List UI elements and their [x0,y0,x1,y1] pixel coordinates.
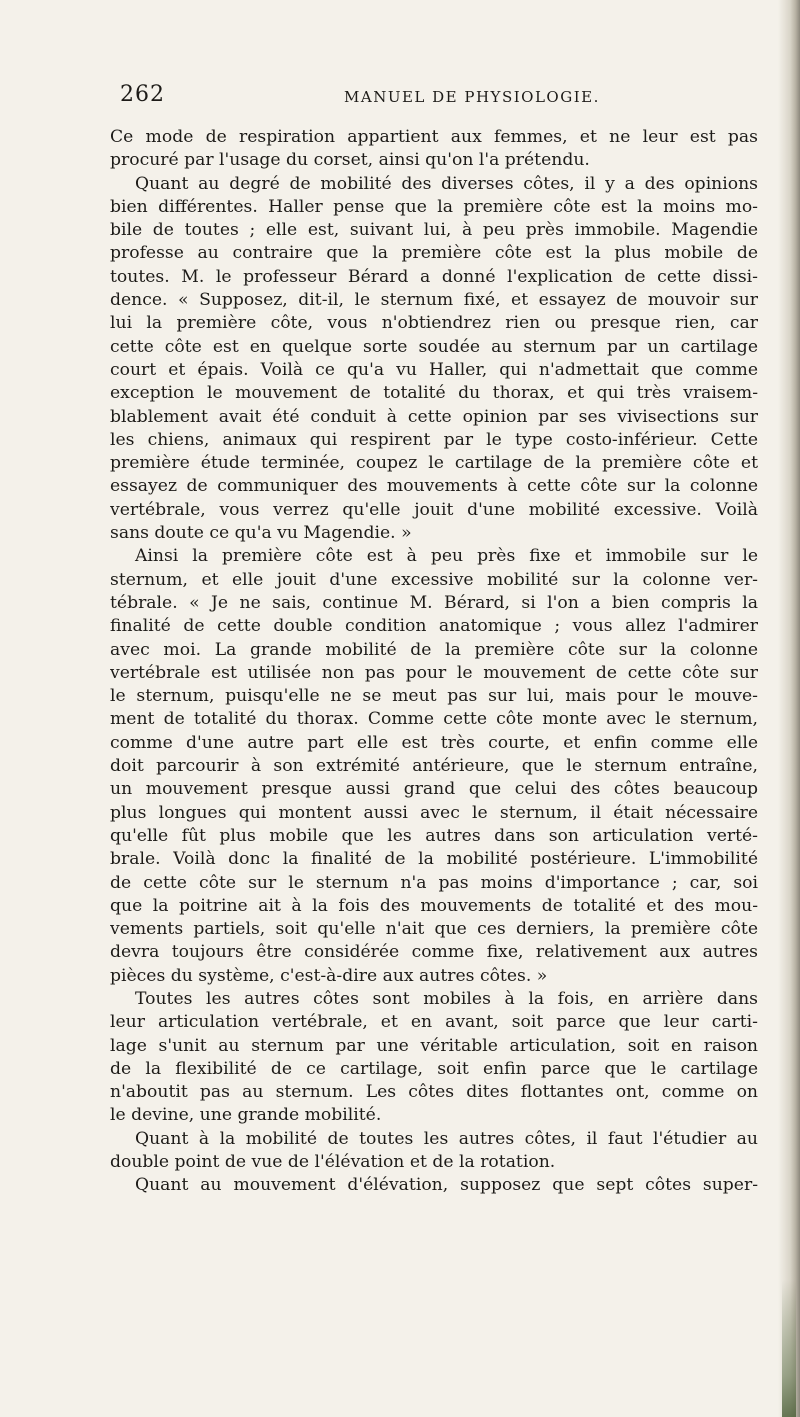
text-line: Quant au degré de mobilité des diverses côtes, il y a des opinions [135,173,758,194]
text-line: n'aboutit pas au sternum. Les côtes dites flottantes ont, comme on [110,1082,758,1103]
text-line: bile de toutes ; elle est, suivant lui, à peu près immobile. Magendie [110,220,758,241]
text-line: essayez de communiquer des mouvements à cette côte sur la colonne [110,476,758,497]
text-line: bien différentes. Haller pense que la première côte est la moins mo- [110,196,758,217]
text-line: vements partiels, soit qu'elle n'ait que ces derniers, la première côte [110,919,758,940]
text-line: devra toujours être considérée comme fixe, relativement aux autres [110,942,758,963]
text-line: vertébrale est utilisée non pas pour le mouvement de cette côte sur [110,662,758,683]
text-line: procuré par l'usage du corset, ainsi qu'on l'a prétendu. [110,150,590,171]
text-line: tébrale. « Je ne sais, continue M. Bérard, si l'on a bien compris la [110,592,758,613]
text-line: professe au contraire que la première côte est la plus mobile de [110,243,758,264]
text-line: première étude terminée, coupez le cartilage de la première côte et [110,453,758,474]
text-line: qu'elle fût plus mobile que les autres dans son articulation verté- [110,825,758,846]
text-line: lui la première côte, vous n'obtiendrez rien ou presque rien, car [110,313,758,334]
text-line: lage s'unit au sternum par une véritable articulation, soit en raison [110,1035,758,1056]
text-line: finalité de cette double condition anatomique ; vous allez l'admirer [110,616,758,637]
text-line: brale. Voilà donc la finalité de la mobilité postérieure. L'immobilité [110,849,758,870]
text-line: cette côte est en quelque sorte soudée au sternum par un cartilage [110,336,758,357]
text-line: Toutes les autres côtes sont mobiles à la fois, en arrière dans [135,988,758,1009]
text-line: les chiens, animaux qui respirent par le type costo-inférieur. Cette [110,429,758,450]
text-line: Quant à la mobilité de toutes les autres côtes, il faut l'étudier au [135,1128,758,1149]
text-line: un mouvement presque aussi grand que celui des côtes beaucoup [110,779,758,800]
text-line: le devine, une grande mobilité. [110,1105,382,1126]
text-line: sternum, et elle jouit d'une excessive mobilité sur la colonne ver- [110,569,758,590]
text-line: Quant au mouvement d'élévation, supposez que sept côtes super- [135,1175,758,1196]
page-edge-shadow [778,0,800,1417]
text-line: comme d'une autre part elle est très courte, et enfin comme elle [110,732,758,753]
text-line: que la poitrine ait à la fois des mouvements de totalité et des mou- [110,895,758,916]
page-header [120,82,748,112]
text-line: sans doute ce qu'a vu Magendie. » [110,523,412,544]
running-title: MANUEL DE PHYSIOLOGIE. [344,88,600,106]
text-line: plus longues qui montent aussi avec le sternum, il était nécessaire [110,802,758,823]
text-line: double point de vue de l'élévation et de la rotation. [110,1152,556,1173]
page-number: 262 [120,82,165,107]
text-line: blablement avait été conduit à cette opinion par ses vivisections sur [110,406,758,427]
text-line: exception le mouvement de totalité du thorax, et qui très vraisem- [110,383,758,404]
text-line: Ce mode de respiration appartient aux femmes, et ne leur est pas [110,127,758,147]
text-line: pièces du système, c'est-à-dire aux autres côtes. » [110,965,548,986]
text-line: de la flexibilité de ce cartilage, soit enfin parce que le cartilage [110,1058,758,1079]
page-edge-stain [782,1280,796,1417]
text-line: dence. « Supposez, dit-il, le sternum fixé, et essayez de mouvoir sur [110,290,758,311]
text-line: de cette côte sur le sternum n'a pas moins d'importance ; car, soi [110,872,758,893]
text-line: avec moi. La grande mobilité de la première côte sur la colonne [110,639,758,660]
text-line: doit parcourir à son extrémité antérieure, que le sternum entraîne, [110,756,758,777]
body-text [110,126,758,1198]
text-line: leur articulation vertébrale, et en avant, soit parce que leur carti- [110,1012,758,1033]
text-line: ment de totalité du thorax. Comme cette côte monte avec le sternum, [110,709,758,730]
text-line: vertébrale, vous verrez qu'elle jouit d'une mobilité excessive. Voilà [110,499,758,520]
text-line: toutes. M. le professeur Bérard a donné l'explication de cette dissi- [110,266,758,287]
text-line: le sternum, puisqu'elle ne se meut pas sur lui, mais pour le mouve- [110,686,758,707]
text-line: Ainsi la première côte est à peu près fixe et immobile sur le [135,546,758,567]
text-line: court et épais. Voilà ce qu'a vu Haller, qui n'admettait que comme [110,359,758,380]
